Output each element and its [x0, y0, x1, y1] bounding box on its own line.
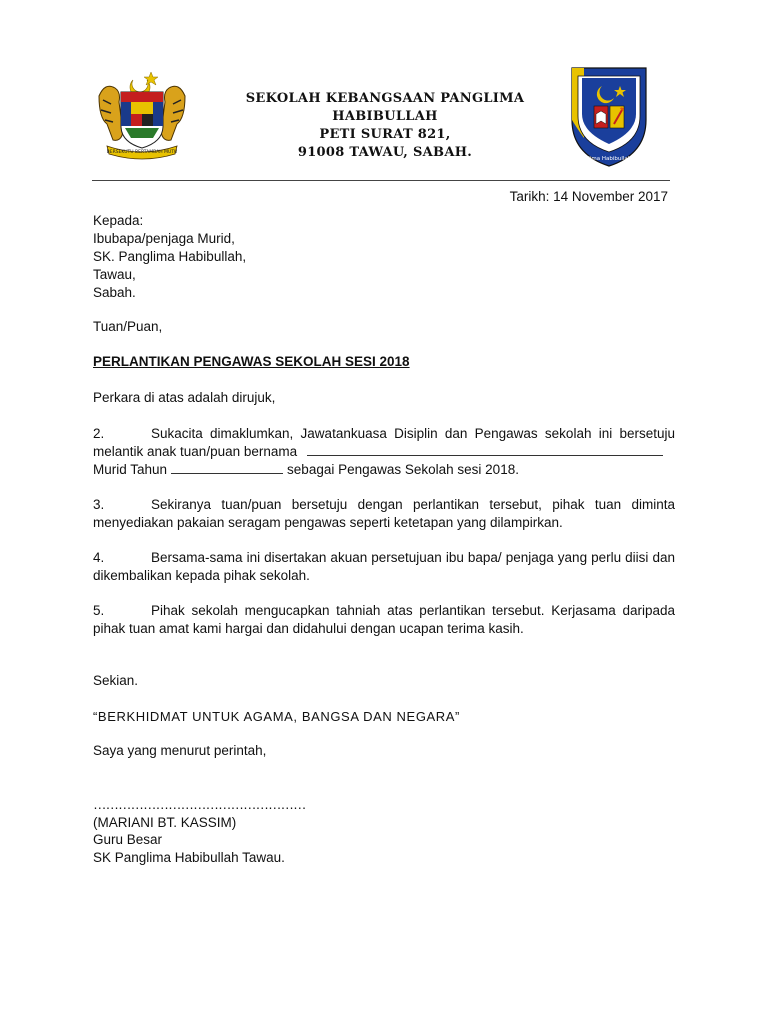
letterhead [200, 90, 570, 162]
paragraph-text: Sekiranya tuan/puan bersetuju dengan perlantikan tersebut, pihak tuan diminta menyediakan pakaian seragam pengawas seperti ketetapan yang dilampirkan. [93, 497, 675, 530]
recipient-label: Kepada: [93, 213, 144, 228]
address-line2: 91008 TAWAU, SABAH. [297, 145, 473, 160]
school-name-line2: HABIBULLAH [332, 109, 438, 124]
paragraph-5 [93, 602, 675, 638]
svg-text:BERSEKUTU BERTAMBAH MUTU: BERSEKUTU BERTAMBAH MUTU [106, 150, 178, 155]
address-line1: PETI SURAT 821, [319, 127, 451, 142]
signoff: Saya yang menurut perintah, [93, 743, 267, 758]
recipient-line: SK. Panglima Habibullah, [93, 249, 247, 264]
subject-heading: PERLANTIKAN PENGAWAS SEKOLAH SESI 2018 [93, 354, 410, 369]
paragraph-number: 4. [93, 550, 105, 565]
signatory-title: Guru Besar [93, 832, 163, 847]
salutation: Tuan/Puan, [93, 319, 163, 334]
year-blank [171, 461, 283, 474]
recipient-line: Sabah. [93, 285, 136, 300]
paragraph-text: Bersama-sama ini disertakan akuan persetujuan ibu bapa/ penjaga yang perlu diisi dan dikembalikan kepada pihak sekolah. [93, 550, 675, 583]
signatory-school: SK Panglima Habibullah Tawau. [93, 850, 285, 865]
paragraph-number: 3. [93, 497, 105, 512]
paragraph-text: Pihak sekolah mengucapkan tahniah atas perlantikan tersebut. Kerjasama daripada pihak tuan amat kami hargai dan didahului dengan ucapan terima kasih. [93, 603, 675, 636]
student-name-blank [307, 443, 663, 456]
paragraph-text: Sukacita dimaklumkan, Jawatankuasa Disiplin dan Pengawas sekolah ini bersetuju melantik anak tuan/puan bernama [93, 426, 675, 459]
motto: “BERKHIDMAT UNTUK AGAMA, BANGSA DAN NEGARA” [93, 709, 460, 724]
school-crest-logo [564, 64, 654, 168]
svg-text:SK Panglima Habibullah, Tawau: SK Panglima Habibullah, Tawau [566, 156, 652, 162]
school-name-line1: SEKOLAH KEBANGSAAN PANGLIMA [245, 91, 525, 106]
coat-of-arms-logo [93, 66, 191, 166]
closing: Sekian. [93, 673, 139, 688]
paragraph-text: Murid Tahun [93, 462, 168, 477]
paragraph-4 [93, 549, 675, 585]
paragraph-number: 5. [93, 603, 105, 618]
letter-date: Tarikh: 14 November 2017 [509, 189, 668, 204]
signature-line: …………………………………………… [93, 797, 306, 812]
paragraph-text: sebagai Pengawas Sekolah sesi 2018. [287, 462, 519, 477]
paragraph-2 [93, 425, 675, 479]
recipient-line: Tawau, [93, 267, 136, 282]
header-divider [92, 180, 670, 181]
paragraph-number: 2. [93, 426, 105, 441]
recipient-line: Ibubapa/penjaga Murid, [93, 231, 235, 246]
signatory-name: (MARIANI BT. KASSIM) [93, 815, 237, 830]
opening-line: Perkara di atas adalah dirujuk, [93, 390, 276, 405]
paragraph-3 [93, 496, 675, 532]
